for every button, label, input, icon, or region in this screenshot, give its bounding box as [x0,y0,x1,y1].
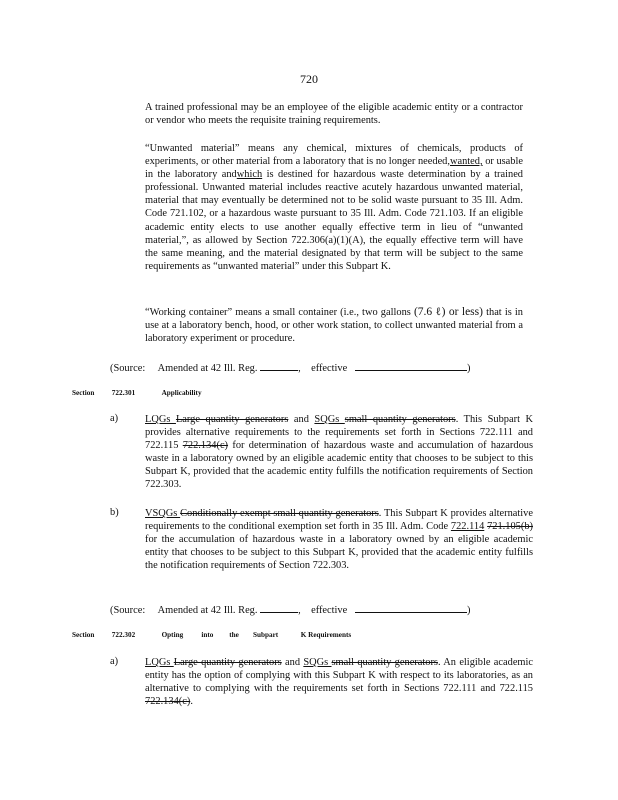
paragraph-trained-professional: A trained professional may be an employee of the eligible academic entity or a contractor or vendor who meets the requisite training requirements. [145,102,523,127]
section-title-word: into [201,631,214,639]
inserted-text: VSQGs [145,508,181,519]
source-text: Amended at 42 Ill. Reg. [157,605,258,616]
section-title-word: K Requirements [300,631,352,639]
text: and [288,414,315,425]
inserted-text: SQGs [303,657,332,668]
text: “Working container” means a small container (i.e., two gallons [145,307,414,318]
effective-blank [355,360,467,371]
inserted-text: LQGs [145,414,176,425]
source-note-2 [110,602,471,616]
section-word: Section [72,389,95,397]
section-number: 722.301 [111,389,136,397]
item-label-a-2: a) [110,656,119,667]
text-emphasis: (7.6 ℓ) or less) [413,306,483,318]
source-label: (Source: [110,605,146,616]
section-title-word: Opting [161,631,184,639]
deleted-text: small quantity generators [331,657,438,668]
deleted-text: Large quantity generators [173,657,282,668]
section-heading-722-302 [72,631,351,639]
text: . An eligible academic entity has the option of complying with this Subpart K with respect to its laboratories, as an alternative to complying with the requirements set forth in Sections 722.111 and 722.115 [145,657,534,695]
section-heading-722-301 [72,389,202,397]
effective-label: effective [311,605,348,616]
text: for the accumulation of hazardous waste in a laboratory owned by an eligible academic entity that chooses to be subject to this Subpart K, provided that the academic entity fulfills the notification requirements of Section 722.303. [145,534,533,572]
effective-label: effective [311,363,348,374]
inserted-text: LQGs [145,657,174,668]
section-title: Applicability [161,389,202,397]
text: . This Subpart K provides alternative requirements to the conditional exemption set forth in 35 Ill. Adm. Code [145,508,533,533]
deleted-text: Conditionally exempt small quantity generators [180,508,379,519]
paragraph-unwanted-material [145,142,523,273]
deleted-text: 722.134(c) [145,696,191,708]
item-label-a: a) [110,413,119,424]
text: and [281,657,304,668]
paragraph-working-container [145,306,523,345]
text: . [190,696,193,708]
item-b-text [145,507,533,572]
reg-blank [260,602,298,613]
item-a-2-text [145,656,533,708]
close-paren: ) [467,605,471,616]
section-title-word: the [229,631,239,639]
deleted-text: 721.105(b) [487,521,533,533]
deleted-text: Large quantity generators [175,414,289,425]
item-label-b: b) [110,507,119,518]
text: or usable in the laboratory and [145,156,523,181]
section-number: 722.302 [111,631,136,639]
source-label: (Source: [110,363,146,374]
inserted-text: SQGs [314,414,345,425]
separator: , [298,363,301,374]
inserted-text: wanted, [449,156,483,168]
source-note-1 [110,360,471,374]
text: “Unwanted material” means any chemical, mixtures of chemicals, products of experiments, or other material from a laboratory that is no longer needed, [145,143,523,168]
source-text: Amended at 42 Ill. Reg. [157,363,258,374]
inserted-text: 722.114 [450,521,485,533]
text: that is in use at a laboratory bench, hood, or other work station, to collect unwanted material from a laboratory experiment or procedure. [145,307,523,345]
text: for determination of hazardous waste and accumulation of hazardous waste in a laboratory owned by an eligible academic entity that chooses to be subject to this Subpart K, provided that the academic entity fulfills the notification requirements of Section 722.303. [145,440,533,491]
close-paren: ) [467,363,471,374]
section-word: Section [72,631,95,639]
reg-blank [260,360,298,371]
text: is destined for hazardous waste determination by a trained professional. Unwanted material includes reactive acutely hazardous unwanted material, material that may eventually be determined not to be solid waste pursuant to 35 Ill. Adm. Code 721.102, or a hazardous waste pursuant to 35 Ill. Adm. Code 721.103. If an eligible academic entity elects to use another equally effective term in lieu of “unwanted material,”, as allowed by Section 722.306(a)(1)(A), the equally effective term will have the same meaning, and the material designated by that term will be subject to the same requirements as “unwanted material” under this Subpart K. [145,169,524,272]
section-title-word: Subpart [252,631,279,639]
item-a-text [145,413,533,492]
separator: , [298,605,301,616]
effective-blank [355,602,467,613]
page-number: 720 [300,72,318,86]
inserted-text: which [236,169,263,181]
deleted-text: small quantity generators [344,414,456,425]
deleted-text: 722.134(c) [182,440,229,452]
text: . This Subpart K provides alternative requirements to the requirements set forth in Sections 722.111 and 722.115 [145,414,533,452]
